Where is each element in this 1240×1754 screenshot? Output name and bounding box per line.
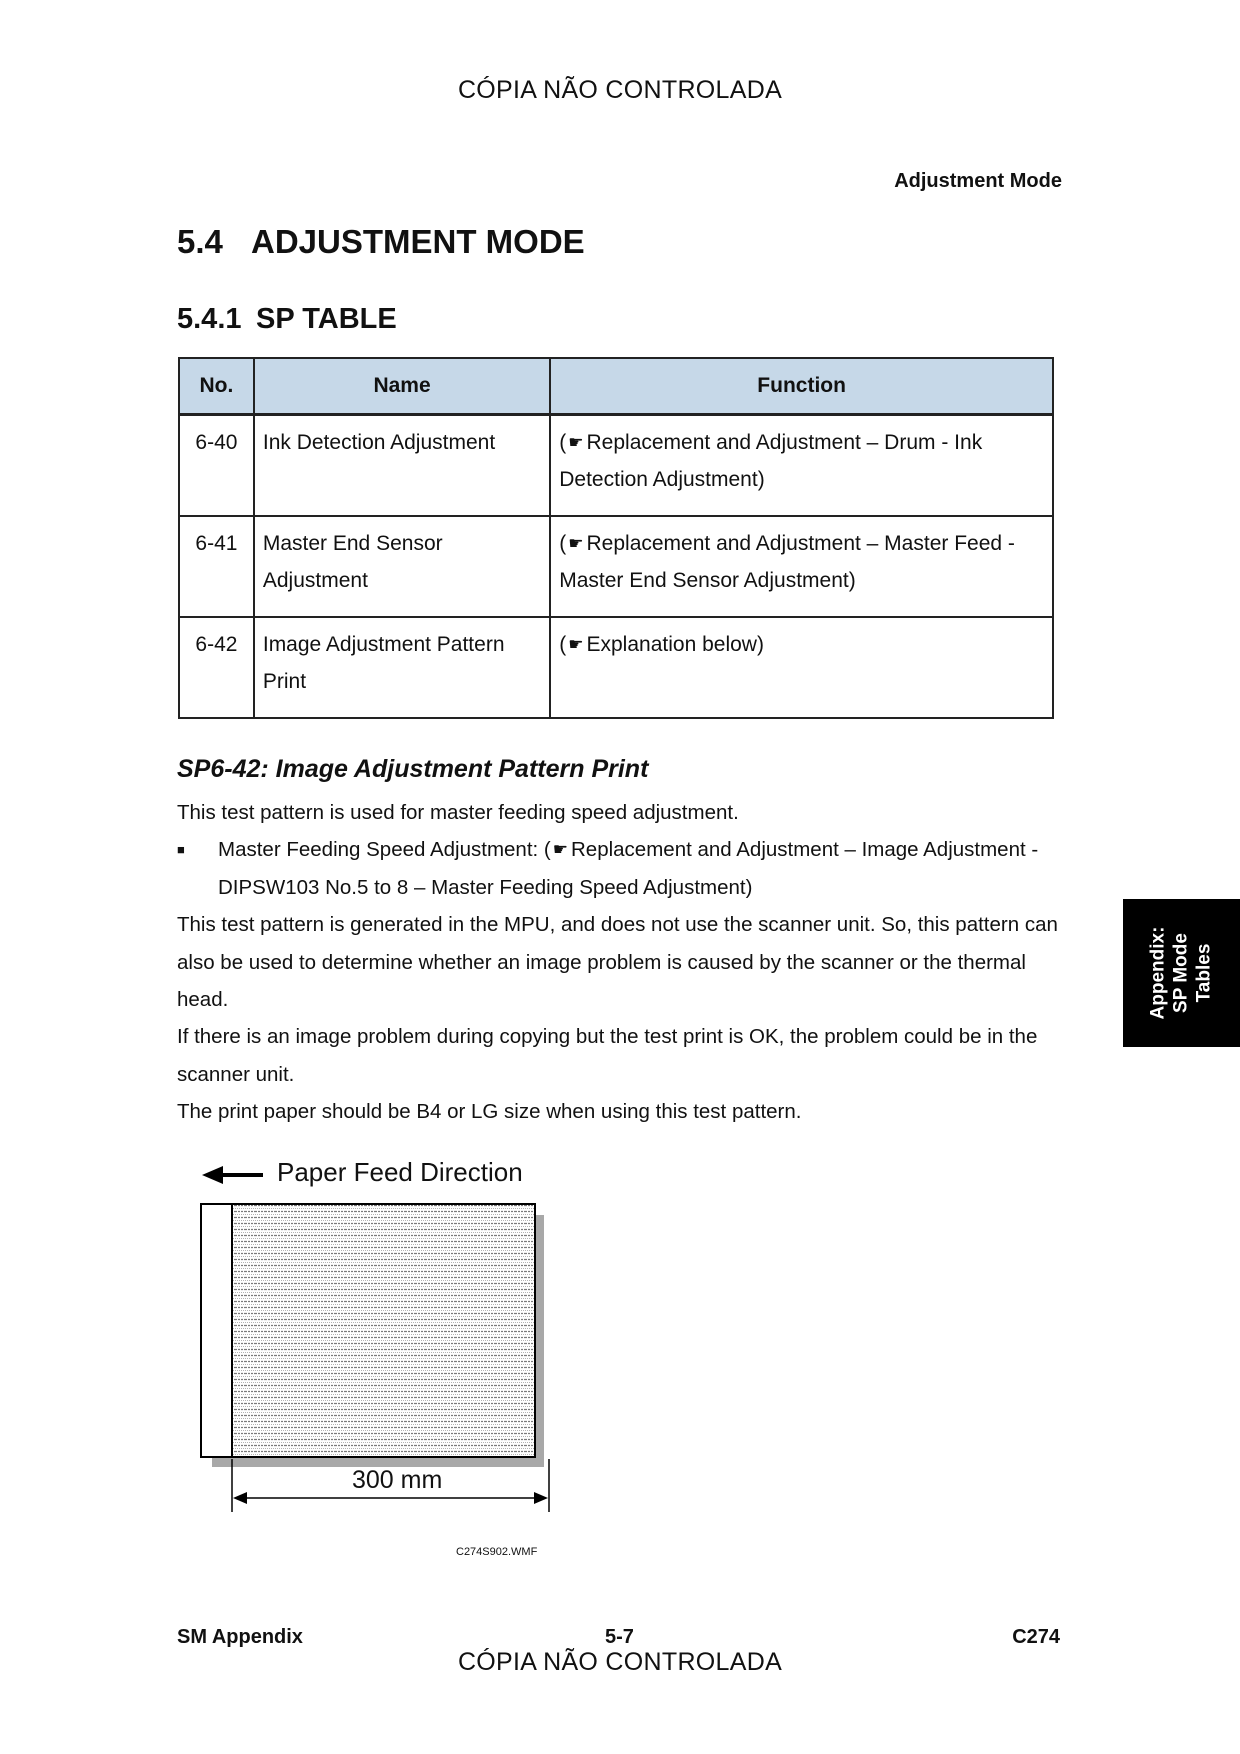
sp-table — [178, 357, 1054, 719]
appendix-side-tab — [1123, 899, 1240, 1047]
test-pattern-figure — [195, 1150, 575, 1520]
intro-paragraph: This test pattern is used for master feeding speed adjustment. — [177, 801, 739, 824]
square-bullet-icon: ■ — [177, 842, 185, 857]
pointing-hand-icon: ☛ — [568, 433, 584, 452]
dimension-label: 300 mm — [352, 1466, 443, 1494]
page-number: 5-7 — [605, 1626, 634, 1648]
subsection-heading — [177, 303, 397, 336]
side-tab-line-3: Tables — [1193, 943, 1215, 1003]
paper-feed-direction-label: Paper Feed Direction — [277, 1157, 523, 1187]
sp-function: ( ☛ Replacement and Adjustment – Master Feed - Master End Sensor Adjustment) — [550, 516, 1053, 617]
footer-right: C274 — [1012, 1626, 1060, 1648]
sp-name: Ink Detection Adjustment — [254, 415, 550, 517]
sp-number: 6-41 — [179, 516, 254, 617]
left-arrow-icon — [202, 1166, 263, 1184]
side-tab-line-2: SP Mode — [1170, 933, 1192, 1013]
paragraph-scanner: If there is an image problem during copying but the test print is OK, the problem could be in the scanner unit. — [177, 1025, 1038, 1086]
column-header-name: Name — [254, 358, 550, 415]
sp-name: Image Adjustment Pattern Print — [254, 617, 550, 718]
section-heading — [177, 223, 585, 261]
section-title: ADJUSTMENT MODE — [251, 223, 585, 260]
bullet-text: Master Feeding Speed Adjustment: ( ☛ Replacement and Adjustment – Image Adjustment - DIPSW103 No.5 to 8 – Master Feeding Speed Adjustment) — [218, 831, 1077, 906]
side-tab-line-1: Appendix: — [1147, 926, 1169, 1020]
paragraph-paper-size: The print paper should be B4 or LG size when using this test pattern. — [177, 1100, 802, 1123]
sp-function: ( ☛ Explanation below) — [550, 617, 1053, 718]
section-number: 5.4 — [177, 223, 223, 260]
footer-left: SM Appendix — [177, 1626, 303, 1648]
running-header: Adjustment Mode — [894, 170, 1062, 192]
table-row — [179, 617, 1053, 718]
column-header-function: Function — [550, 358, 1053, 415]
column-header-no: No. — [179, 358, 254, 415]
sp6-42-heading: SP6-42: Image Adjustment Pattern Print — [177, 755, 649, 783]
table-row — [179, 516, 1053, 617]
pointing-hand-icon: ☛ — [568, 635, 584, 654]
pattern-area — [232, 1205, 534, 1456]
watermark-bottom: CÓPIA NÃO CONTROLADA — [457, 1648, 783, 1676]
bullet-item — [177, 831, 1077, 906]
sp-name: Master End Sensor Adjustment — [254, 516, 550, 617]
sp-number: 6-42 — [179, 617, 254, 718]
pointing-hand-icon: ☛ — [552, 840, 568, 859]
table-row — [179, 415, 1053, 517]
table-header-row — [179, 358, 1053, 415]
sp-number: 6-40 — [179, 415, 254, 517]
pointing-hand-icon: ☛ — [568, 534, 584, 553]
watermark-top: CÓPIA NÃO CONTROLADA — [457, 76, 783, 104]
sp-function: ( ☛ Replacement and Adjustment – Drum - Ink Detection Adjustment) — [550, 415, 1053, 517]
subsection-number: 5.4.1 — [177, 303, 242, 335]
paragraph-mpu: This test pattern is generated in the MPU, and does not use the scanner unit. So, this pattern can also be used to determine whether an image problem is caused by the scanner or the thermal head. — [177, 913, 1058, 1011]
subsection-title: SP TABLE — [256, 303, 397, 335]
figure-caption: C274S902.WMF — [456, 1546, 538, 1558]
